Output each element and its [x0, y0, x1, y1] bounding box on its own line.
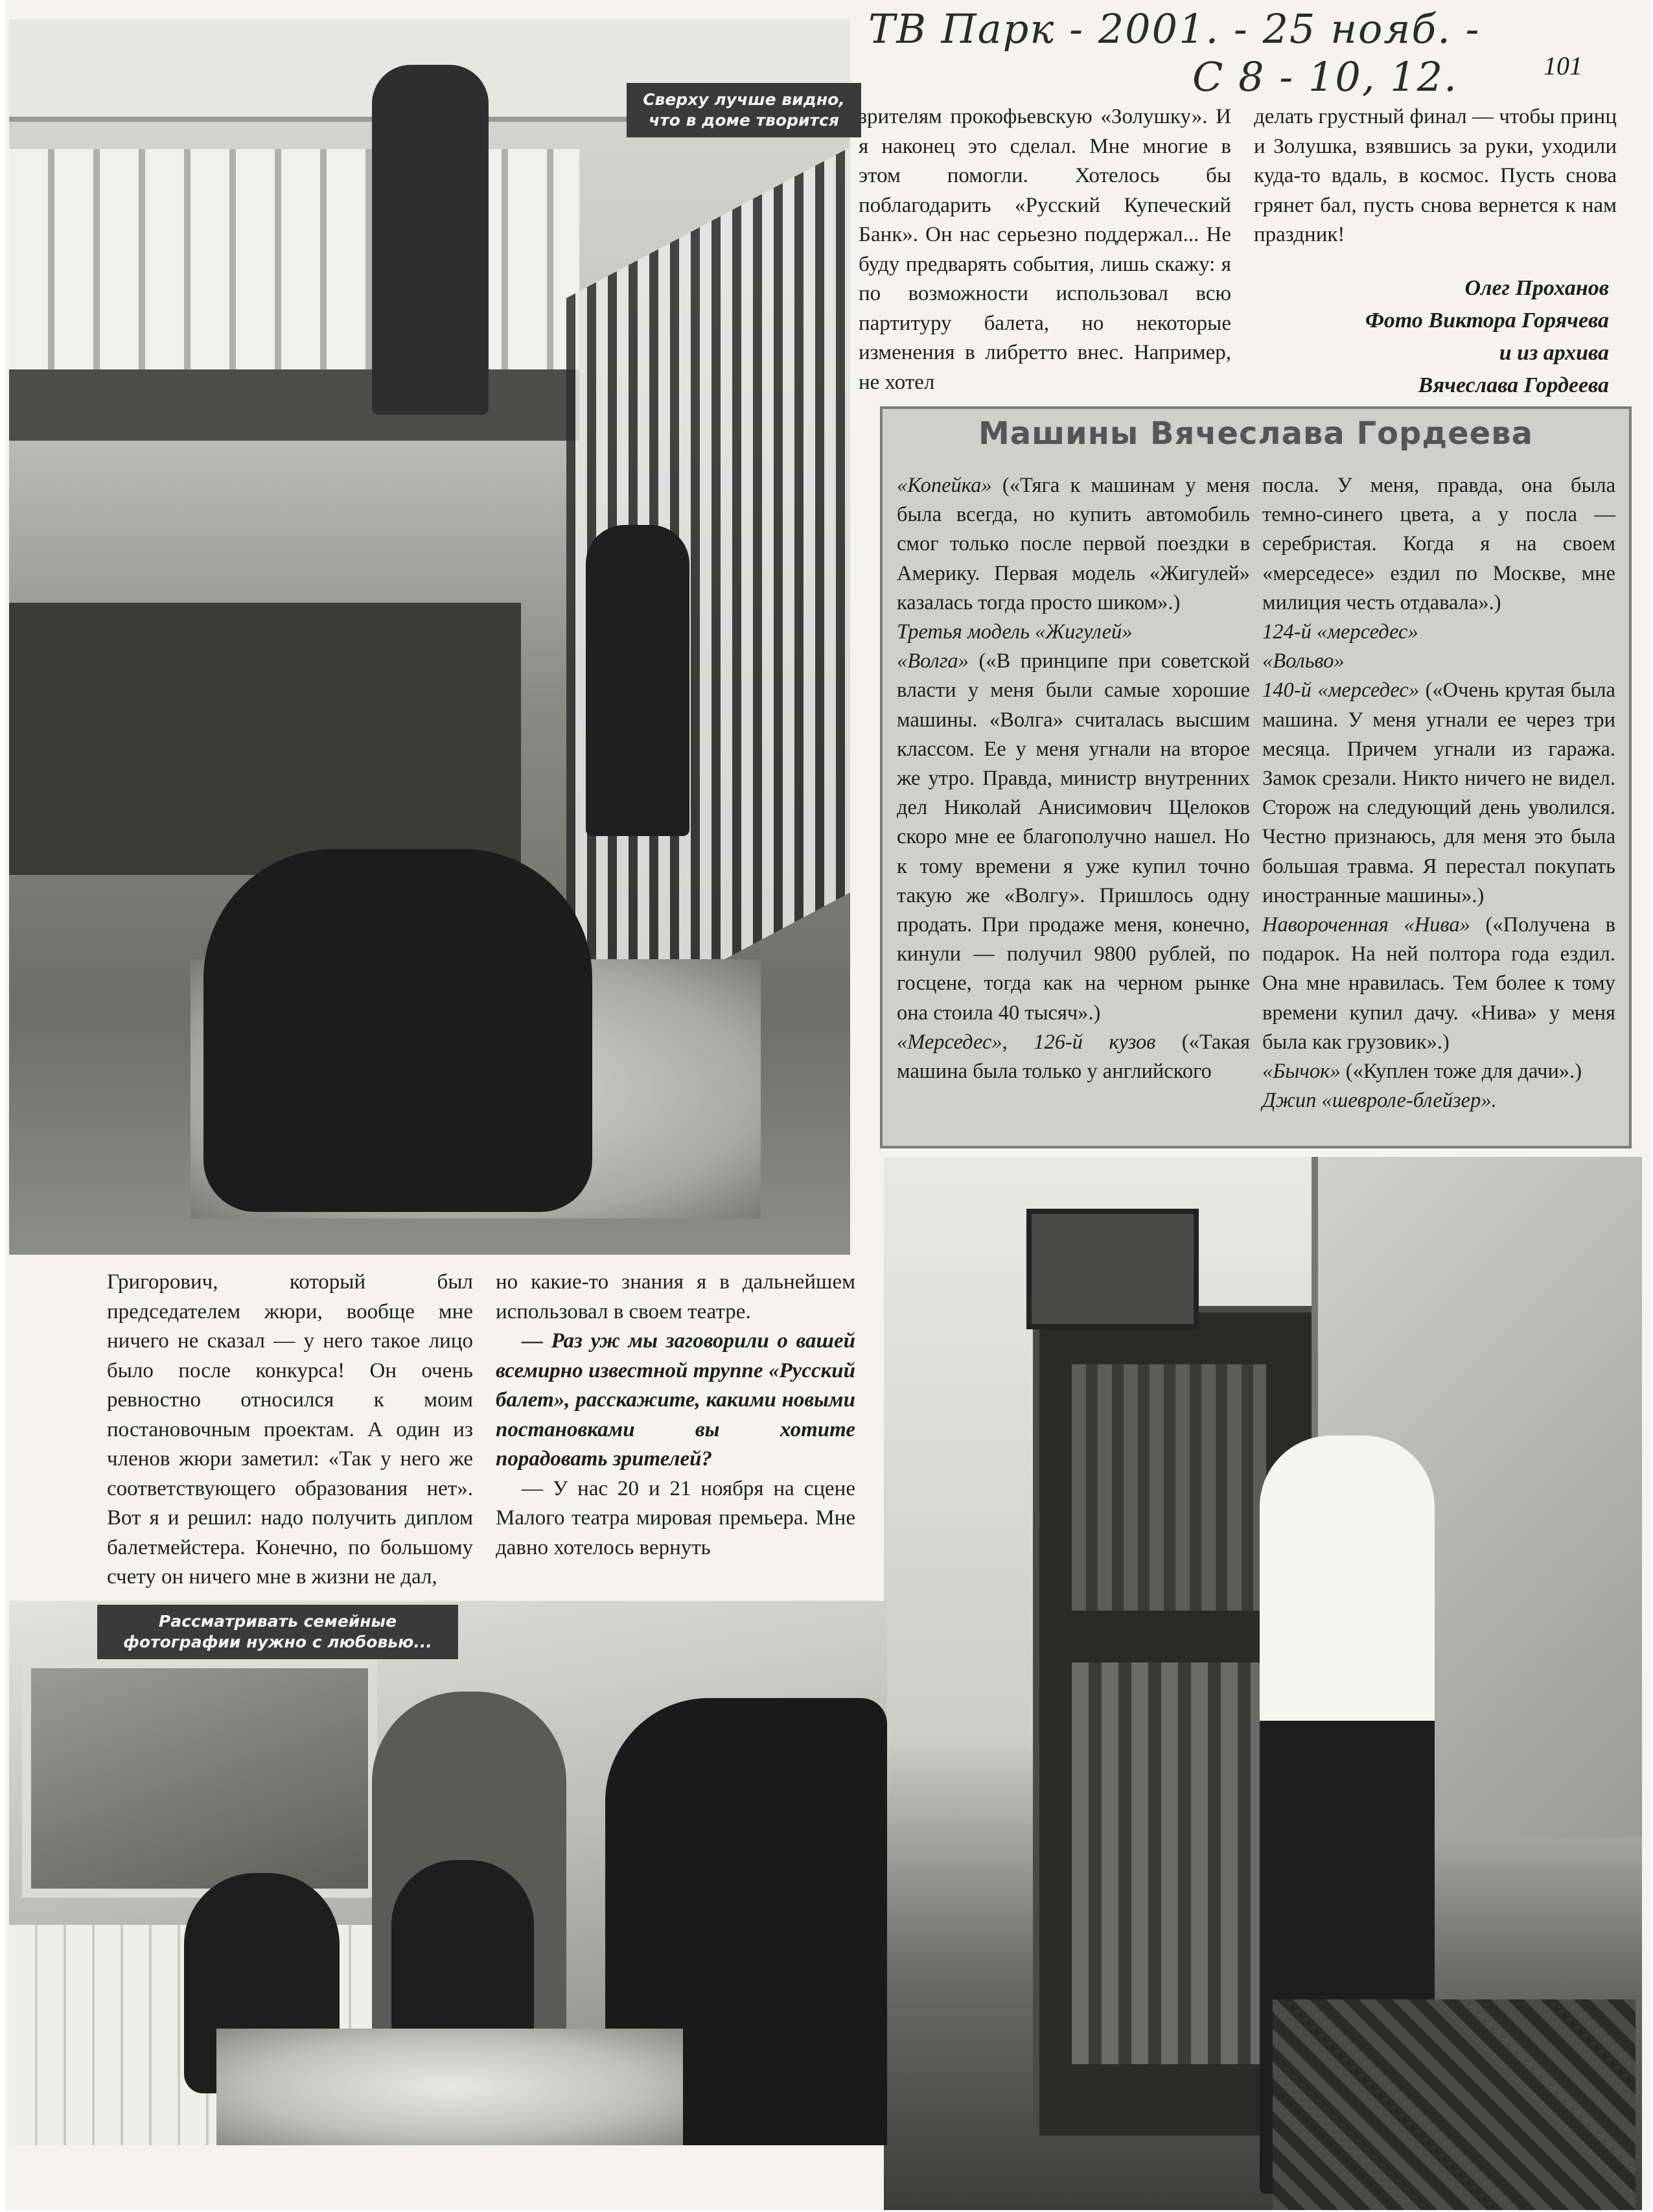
- photo-man-by-bookcase: [884, 1157, 1642, 2210]
- car-volga-label: «Волга»: [897, 649, 969, 673]
- car-mercedes-140-label: 140-й «мерседес»: [1262, 679, 1420, 703]
- article-middle-intro: но какие-то знания я в дальнейшем использовал в своем театре.: [496, 1270, 855, 1323]
- handwritten-source-note: [868, 5, 1581, 101]
- car-niva-text: («Получена в подарок. На ней полтора года ездил. Она мне нравилась. Тем более к тому времени купил дачу. «Нива» у меня была как грузовик».): [1262, 913, 1615, 1054]
- sidebar-cars: [880, 406, 1632, 1148]
- photo-credit-2: и из архива: [1499, 341, 1609, 365]
- handwritten-line-1: ТВ Парк - 2001. - 25 нояб. -: [868, 5, 1481, 52]
- interview-question: — Раз уж мы заговорили о вашей всемирно известной труппе «Русский балет», расскажите, какими новыми постановками вы хотите порадовать зрителей?: [496, 1329, 855, 1471]
- article-middle-column-2: [496, 1268, 855, 1563]
- car-niva-label: Навороченная «Нива»: [1262, 913, 1470, 937]
- car-mercedes-126-text: («Такая машина была только у английского: [897, 1030, 1250, 1084]
- photo-credit-1: Фото Виктора Горячева: [1365, 309, 1609, 332]
- interview-answer: — У нас 20 и 21 ноября на сцене Малого театра мировая премьера. Мне давно хотелось вернуть: [496, 1476, 855, 1559]
- car-kopeyka-label: «Копейка»: [897, 474, 992, 497]
- car-jeep-label: Джип «шевроле-блейзер».: [1262, 1089, 1497, 1113]
- article-top-column-1: [859, 102, 1231, 397]
- photo-credit-3: Вячеслава Гордеева: [1418, 373, 1609, 397]
- photo-staircase-interior: [9, 19, 850, 1255]
- car-mercedes-126-label: «Мерседес», 126-й кузов: [897, 1030, 1156, 1054]
- car-mercedes-124-label: 124-й «мерседес»: [1262, 620, 1418, 644]
- article-top-text-1: зрителям прокофьевскую «Золушку». И я наконец это сделал. Мне многие в этом помогли. Хотелось бы поблагодарить «Русский Купеческий Банк». Он нас серьезно поддержал... Не буду предварять события, лишь скажу: я по возможности использовал всю партитуру балета, но некоторые изменения в либретто внес. Например, не хотел: [859, 105, 1231, 394]
- photo-family-looking-at-photos: [9, 1601, 887, 2145]
- car-volga-text: («В принципе при советской власти у меня были самые хорошие машины. «Волга» считалась высшим классом. Ее у меня угнали на второе же утро. Правда, министр внутренних дел Николай Анисимович Щелоков скоро мне ее благополучно нашел. Но к тому времени я уже купил точно такую же «Волгу». Пришлось одну продать. При продаже меня, конечно, кинули — получил 9800 рублей, по госцене, тогда как на черном рынке она стоила 40 тысяч».): [897, 649, 1250, 1025]
- car-mercedes-126-continued: посла. У меня, правда, она была темно-синего цвета, а у посла — серебристая. Когда я на своем «мерседесе» ездил по Москве, мне милиция честь отдавала».): [1262, 474, 1615, 614]
- sidebar-column-left: [897, 471, 1250, 1086]
- author-credit: Олег Проханов: [1464, 276, 1609, 300]
- car-bychok-text: («Куплен тоже для дачи».): [1340, 1060, 1582, 1084]
- sidebar-title: Машины Вячеслава Гордеева: [978, 415, 1533, 452]
- car-volvo-label: «Вольво»: [1262, 649, 1345, 673]
- car-mercedes-140-text: («Очень крутая была машина. У меня угнали ее через три месяца. Причем угнали из гаража. Замок срезали. Никто ничего не видел. Сторож на следующий день уволился. Честно признаюсь, для меня это была большая травма. Я перестал покупать иностранные машины».): [1262, 679, 1615, 907]
- article-credits: [1365, 272, 1609, 402]
- article-top-text-2: делать грустный финал — чтобы принц и Золушка, взявшись за руки, уходили куда-то вдаль, в космос. Пусть снова грянет бал, пусть снова вернется к нам праздник!: [1254, 105, 1617, 246]
- article-middle-column-1: [107, 1268, 473, 1592]
- article-top-column-2: [1254, 102, 1617, 250]
- car-kopeyka-text: («Тяга к машинам у меня была всегда, но купить автомобиль смог только после первой поездки в Америку. Первая модель «Жигулей» казалась тогда просто шиком».): [897, 474, 1250, 614]
- page-number: 101: [1543, 51, 1582, 80]
- car-bychok-label: «Бычок»: [1262, 1060, 1341, 1084]
- sidebar-column-right: [1262, 471, 1615, 1115]
- caption-bottom-photo: Рассматривать семейные фотографии нужно с любовью...: [97, 1605, 458, 1659]
- car-third-zhiguli-label: Третья модель «Жигулей»: [897, 620, 1133, 644]
- article-middle-text-1: Григорович, который был председателем жюри, вообще мне ничего не сказал — у него такое лицо было после конкурса! Он очень ревностно относился к моим постановочным проектам. А один из членов жюри заметил: «Так у него же соответствующего образования нет». Вот я и решил: надо получить диплом балетмейстера. Конечно, по большому счету он ничего мне в жизни не дал,: [107, 1270, 473, 1589]
- caption-top-photo: Сверху лучше видно, что в доме творится: [627, 83, 861, 137]
- handwritten-line-2: С 8 - 10, 12.: [1192, 53, 1458, 100]
